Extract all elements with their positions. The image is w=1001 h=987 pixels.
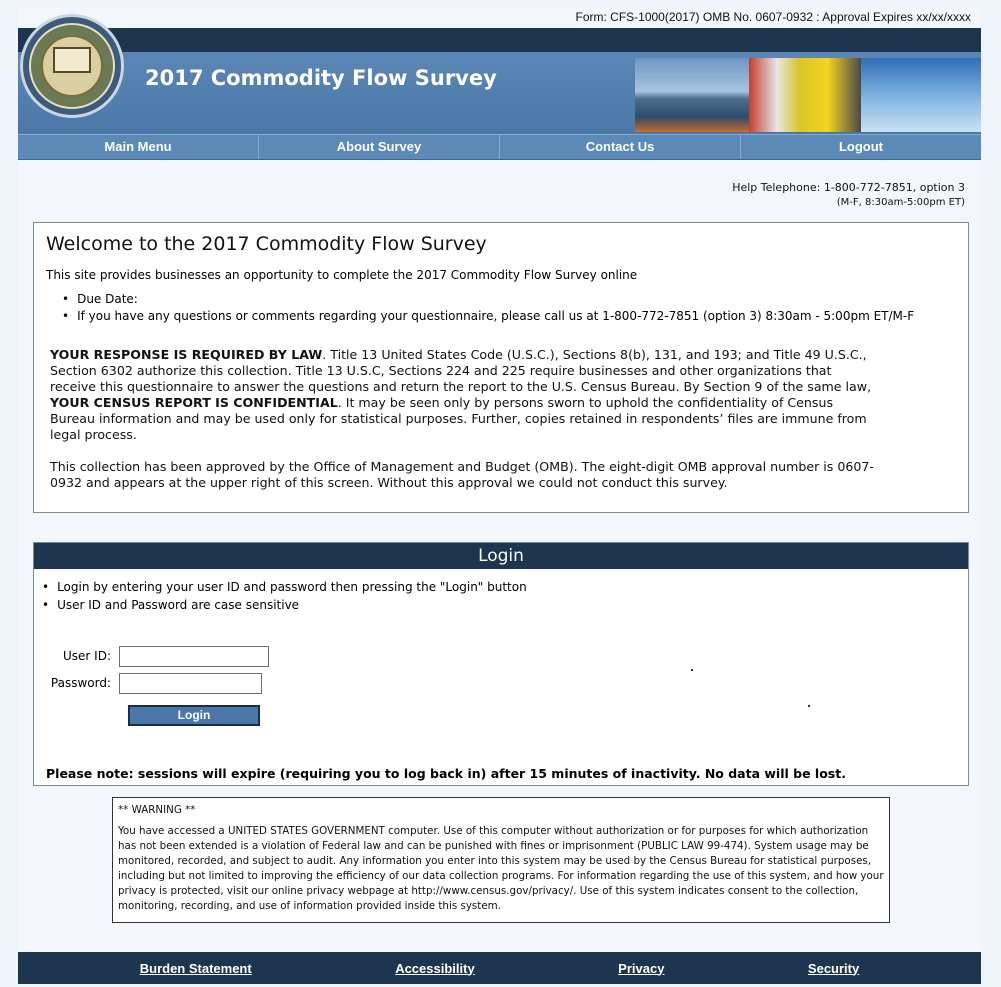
login-instructions: [42, 578, 527, 614]
login-panel: [33, 542, 969, 786]
census-seal-logo: [20, 14, 124, 118]
trucks-photo: [749, 58, 861, 132]
welcome-bullets: [62, 291, 914, 325]
help-telephone: [732, 180, 965, 210]
omb-paragraph: This collection has been approved by the Office of Management and Budget (OMB). The eight-digit OMB approval number is 0607-0932 and appears at the upper right of this screen. Without this approval we could not conduct this survey.: [50, 459, 874, 490]
password-input[interactable]: [119, 673, 262, 694]
site-title: 2017 Commodity Flow Survey: [145, 66, 497, 90]
questions-item: • If you have any questions or comments regarding your questionnaire, please call us at 1-800-772-7851 (option 3) 8:30am - 5:00pm ET/M-F: [62, 308, 914, 325]
footer-link-privacy[interactable]: Privacy: [618, 960, 665, 976]
government-warning-box: [112, 797, 890, 923]
login-instruction-item: • User ID and Password are case sensitive: [42, 596, 527, 614]
nav-about-survey[interactable]: About Survey: [259, 135, 500, 159]
footer-bar: [18, 952, 981, 984]
footer-link-burden-statement[interactable]: Burden Statement: [139, 960, 252, 976]
legal-paragraph: YOUR RESPONSE IS REQUIRED BY LAW. Title 13 United States Code (U.S.C.), Sections 8(b), 131, and 193; and Title 49 U.S.C., Section 6302 authorize this collection. Title 13 U.S.C, Sections 224 and 225 require businesses and other organizations that receive this questionnaire to answer the questions and return the report to the U.S. Census Bureau. By Section 9 of the same law, YOUR CENSUS REPORT IS CONFIDENTIAL. It may be seen only by persons sworn to uphold the confidentiality of Census Bureau information and may be used only for statistical purposes. Further, copies retained in respondents’ files are immune from legal process.: [50, 347, 872, 442]
session-expiry-note: Please note: sessions will expire (requiring you to log back in) after 15 minutes of inactivity. No data will be lost.: [46, 766, 846, 781]
help-hours-text: (M-F, 8:30am-5:00pm ET): [836, 197, 965, 208]
due-date-item: • Due Date:: [62, 291, 914, 308]
welcome-panel: [33, 222, 969, 513]
welcome-intro: This site provides businesses an opportunity to complete the 2017 Commodity Flow Survey online: [46, 268, 638, 282]
login-heading: Login: [34, 543, 968, 569]
warning-body: You have accessed a UNITED STATES GOVERNMENT computer. Use of this computer without authorization or for purposes for which authorization has not been extended is a violation of Federal law and can be punished with fines or imprisonment (PUBLIC LAW 99-474). System usage may be monitored, recorded, and subject to audit. Any information you enter into this system may be used by the Census Bureau for statistical purposes, including but not limited to improving the efficiency of our data collection programs. For information regarding the use of this system, and how your privacy is protected, visit our online privacy webpage at http://www.census.gov/privacy/. Use of this system indicates consent to the collection, monitoring, recording, and use of information provided inside this system.: [118, 825, 884, 912]
nav-main-menu[interactable]: Main Menu: [18, 135, 259, 159]
help-phone-text: Help Telephone: 1-800-772-7851, option 3: [732, 181, 965, 194]
user-id-input[interactable]: [119, 646, 269, 667]
footer-link-accessibility[interactable]: Accessibility: [395, 960, 475, 976]
login-button[interactable]: Login: [128, 705, 260, 726]
nav-contact-us[interactable]: Contact Us: [500, 135, 741, 159]
ship-port-photo: [635, 58, 749, 132]
login-instruction-item: • Login by entering your user ID and password then pressing the "Login" button: [42, 578, 527, 596]
top-band: [18, 28, 981, 52]
password-label: Password:: [50, 676, 111, 690]
nav-logout[interactable]: Logout: [838, 139, 884, 154]
form-number-line: Form: CFS-1000(2017) OMB No. 0607-0932 : Approval Expires xx/xx/xxxx: [575, 10, 971, 24]
user-id-label: User ID:: [63, 649, 111, 663]
welcome-heading: Welcome to the 2017 Commodity Flow Survey: [46, 233, 487, 255]
warning-title: ** WARNING **: [118, 804, 196, 816]
header-banner: [18, 52, 981, 138]
page: [18, 8, 981, 984]
banner-photos: [635, 58, 981, 132]
main-nav: [18, 134, 981, 160]
confidential-text: YOUR CENSUS REPORT IS CONFIDENTIAL: [50, 395, 338, 410]
airplane-photo: [861, 58, 981, 132]
stray-dot: [808, 705, 810, 707]
required-by-law-text: YOUR RESPONSE IS REQUIRED BY LAW: [50, 347, 323, 362]
footer-link-security[interactable]: Security: [807, 960, 860, 976]
stray-dot: [691, 669, 693, 671]
book-icon: [53, 47, 91, 73]
